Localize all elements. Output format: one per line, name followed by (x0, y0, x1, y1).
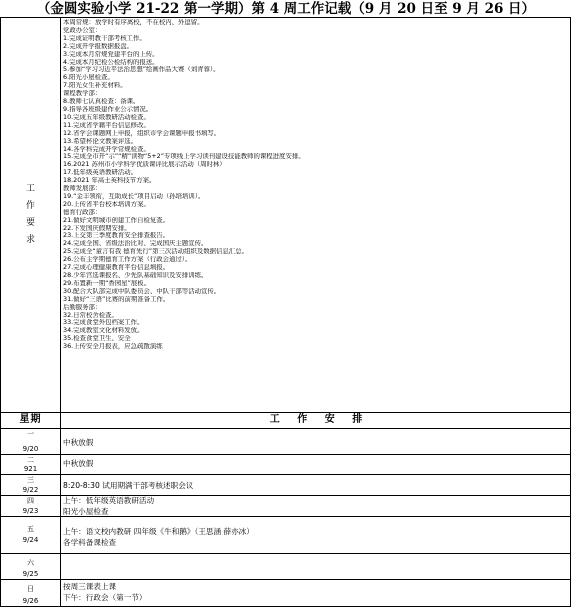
schedule-item: 下午：行政会（第一节） (63, 593, 147, 602)
day-content-monday (63, 437, 568, 448)
day-name: 二 (27, 456, 34, 464)
requirement-line: 19.“金丰领衔，互助成长”项目启动（孙培培训）。 (63, 192, 205, 200)
requirement-line: 后勤服务部： (63, 303, 102, 311)
day-content-thursday (63, 495, 568, 517)
work-column-header: 工 作 安 排 (269, 414, 363, 425)
day-cell-thursday (1, 496, 60, 516)
row-divider (1, 553, 570, 554)
requirement-line: 5.参加“学习习近平法治思想”绘画作品大赛（刘青蓉）。 (63, 66, 220, 74)
day-content-friday (63, 526, 568, 548)
requirement-line: 30.配合大队部完成中队委员会、中队干部等活动宣传。 (63, 287, 221, 295)
day-name: 一 (27, 430, 34, 438)
requirement-line: 德育行政部： (63, 208, 102, 216)
day-date: 9/23 (22, 507, 39, 515)
requirement-line: 21.做好文明城市创建工作自检复查。 (63, 216, 170, 224)
schedule-table (0, 17, 571, 607)
requirement-line: 11.完成省学籍平台信息修改。 (63, 121, 150, 129)
day-date: 9/20 (22, 445, 39, 453)
requirement-line: 35.检查食堂卫生、安全 (63, 335, 131, 343)
requirement-line: 16.2021 苏州市小学科学优质课评比展示活动（周时林） (63, 161, 226, 169)
schedule-item: 8:20-8:30 试用期满干部考核述职会议 (63, 481, 194, 490)
day-name: 三 (27, 476, 34, 484)
requirements-label-char: 求 (25, 235, 35, 245)
schedule-item: 按周三课表上课 (63, 582, 117, 591)
schedule-item: 上午：语文校内教研 四年级《牛和鹅》（王思涵 薛亦冰） (63, 527, 254, 536)
requirement-line: 6.阳光小屋检查。 (63, 74, 114, 82)
requirement-line: 3.完成本月常规党建平台的上传。 (63, 50, 159, 58)
requirement-line: 24.完成全国、省级法治比对、完成国庆主题宣传。 (63, 240, 208, 248)
requirement-line: 29.布置新一期“香园星”展板。 (63, 279, 151, 287)
day-content-wednesday (63, 480, 568, 491)
requirement-line: 20.上传省平台校本培训方案。 (63, 200, 150, 208)
day-name: 五 (27, 525, 34, 533)
requirement-line: 25.完成全“童言有我 德育先行”第三次活动组织及数据信息汇总。 (63, 248, 248, 256)
requirement-line: 23.上交第三季度教育安全排查报告。 (63, 232, 170, 240)
requirement-line: 党政办公室： (63, 26, 102, 34)
requirement-line: 1.完成证明教干部考核工作。 (63, 34, 146, 42)
requirement-line: 15.完成全市开“示”“精”读物“5+2”专项线上学习读刊建设技能教师的课程进度安排。 (63, 153, 305, 161)
requirement-line: 17.低年级英语教研活动。 (63, 169, 138, 177)
schedule-item: 中秋放假 (63, 459, 94, 468)
page-title: （金圆实验小学 21-22 第一学期）第 4 周工作记载（9 月 20 日至 9 月 26 日） (36, 1, 536, 17)
row-divider (1, 428, 570, 429)
requirement-line: 22.下发国庆假期安排。 (63, 224, 131, 232)
schedule-item: 阳光小屋检查 (63, 507, 109, 516)
requirement-line: 34.完成教室文化材料发放。 (63, 327, 144, 335)
row-divider (1, 579, 570, 580)
requirement-line: 18.2021 年高士英科技节方案。 (63, 177, 156, 185)
requirement-line: 本周常规：放学时有序离校，不在校内、外逗留。 (63, 19, 204, 26)
day-cell-monday (1, 429, 60, 454)
requirement-line: 8.教师七认真检查：备课。 (63, 98, 140, 106)
requirement-line: 10.完成五年级教研活动检查。 (63, 113, 150, 121)
day-cell-sunday (1, 580, 60, 606)
day-name: 日 (27, 585, 34, 593)
requirement-line: 26.公布主学期德育工作方案（行政会通过）。 (63, 256, 192, 264)
schedule-item: 上午：低年级英语教研活动 (63, 496, 155, 505)
requirement-line: 27.完成心理健康教育平台信息填报。 (63, 264, 170, 272)
day-content-sunday (63, 581, 568, 603)
requirement-line: 课程教学部： (63, 90, 102, 98)
schedule-item: 中秋放假 (63, 438, 94, 447)
requirement-line: 32.日常校舍检查。 (63, 311, 118, 319)
requirement-line: 36.上传安全月报表，应急疏散演练 (63, 343, 163, 351)
day-cell-wednesday (1, 475, 60, 495)
requirement-line: 9.指导各班级建作业公示情况。 (63, 105, 153, 113)
requirement-line: 14.各学科完成开学常规检查。 (63, 145, 150, 153)
day-name: 四 (27, 497, 34, 505)
requirement-line: 教师发展部： (63, 185, 102, 193)
requirement-line: 12.省学会课题网上申报，组织市学会课题申报书填写。 (63, 129, 221, 137)
requirement-line: 33.完成食堂外包档案工作。 (63, 319, 144, 327)
day-column-header: 星期 (19, 414, 42, 425)
requirement-line: 31.做好“三语”比赛的前期准备工作。 (63, 295, 170, 303)
schedule-item: 各学科备课检查 (63, 538, 117, 547)
requirement-line: 7.阳光女生补充材料。 (63, 82, 127, 90)
day-cell-saturday (1, 554, 60, 579)
requirement-line: 28.少年宫选课报名、少先队基础知识及安排训练。 (63, 272, 208, 279)
day-date: 9/24 (22, 536, 39, 544)
requirements-list (63, 19, 568, 412)
day-date: 9/22 (22, 486, 39, 494)
column-divider (60, 18, 61, 606)
requirement-line: 4.完成本月纪检公检结构的报送。 (63, 58, 159, 66)
day-name: 六 (27, 559, 34, 567)
day-cell-friday (1, 517, 60, 553)
requirements-label-char: 作 (25, 201, 35, 211)
day-cell-tuesday (1, 455, 60, 474)
requirements-label-char: 工 (25, 184, 35, 194)
requirements-label (1, 18, 60, 412)
requirement-line: 2.完成开学报数据报盘。 (63, 42, 134, 50)
row-divider (1, 474, 570, 475)
day-content-tuesday (63, 458, 568, 469)
requirement-line: 13.希望杯论文教案评选。 (63, 137, 138, 145)
day-date: 9/25 (22, 570, 39, 578)
day-date: 9/26 (22, 597, 39, 605)
day-date: 921 (23, 465, 38, 473)
row-divider (1, 454, 570, 455)
requirements-label-char: 要 (25, 218, 35, 228)
